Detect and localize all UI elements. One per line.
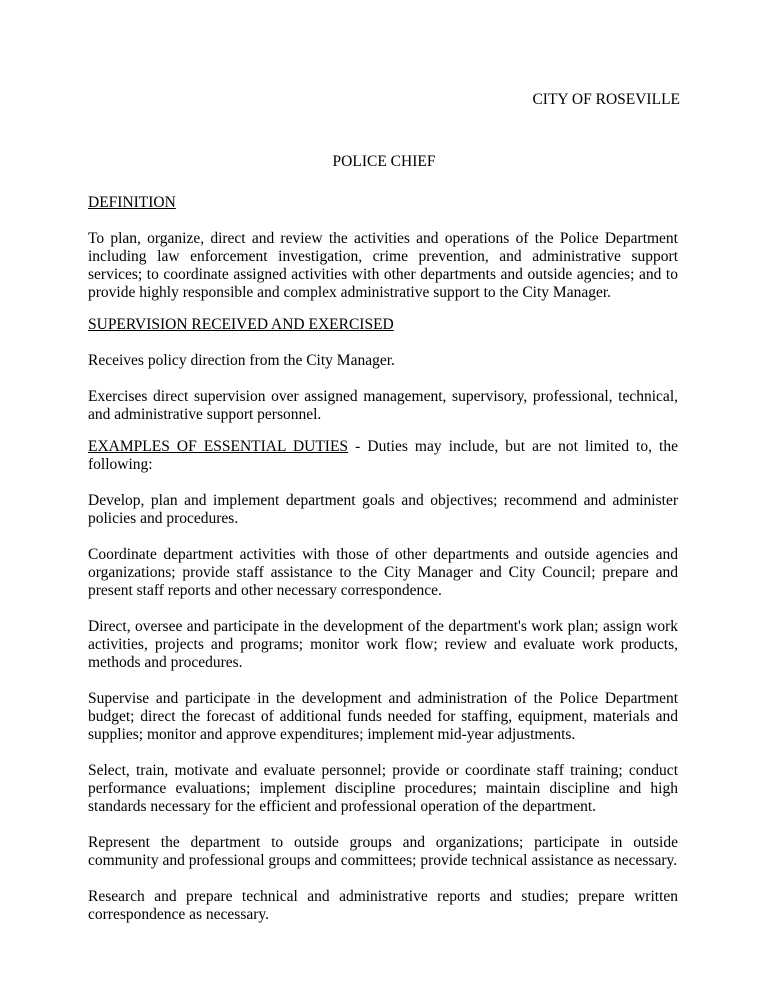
duties-heading: EXAMPLES OF ESSENTIAL DUTIES	[88, 438, 349, 455]
duty-item: Supervise and participate in the development and administration of the Police Department budget; direct the forecast of additional funds needed for staffing, equipment, materials and supplies; monitor and approve expenditures; implement mid-year adjustments.	[88, 690, 678, 743]
duty-item: Select, train, motivate and evaluate personnel; provide or coordinate staff training; conduct performance evaluations; implement discipline procedures; maintain discipline and high standards necessary for the efficient and professional operation of the department.	[88, 762, 678, 815]
duty-item: Coordinate department activities with those of other departments and outside agencies and organizations; provide staff assistance to the City Manager and City Council; prepare and present staff reports and other necessary correspondence.	[88, 546, 678, 599]
supervision-heading: SUPERVISION RECEIVED AND EXERCISED	[88, 316, 394, 333]
duty-item: Represent the department to outside groups and organizations; participate in outside community and professional groups and committees; provide technical assistance as necessary.	[88, 834, 678, 869]
supervision-exercised-text: Exercises direct supervision over assigned management, supervisory, professional, technical, and administrative support personnel.	[88, 388, 678, 423]
duty-item: Direct, oversee and participate in the development of the department's work plan; assign work activities, projects and programs; monitor work flow; review and evaluate work products, methods and procedures.	[88, 618, 678, 671]
document-body	[88, 194, 678, 924]
supervision-received-text: Receives policy direction from the City Manager.	[88, 352, 395, 369]
definition-text: To plan, organize, direct and review the activities and operations of the Police Department including law enforcement investigation, crime prevention, and administrative support services; to coordinate assigned activities with other departments and outside agencies; and to provide highly responsible and complex administrative support to the City Manager.	[88, 230, 678, 301]
duty-item: Research and prepare technical and administrative reports and studies; prepare written correspondence as necessary.	[88, 888, 678, 923]
job-title: POLICE CHIEF	[332, 153, 436, 170]
definition-heading: DEFINITION	[88, 194, 176, 211]
duties-heading-suffix: - Duties may include, but are not limited to, the following:	[88, 438, 678, 473]
organization-name: CITY OF ROSEVILLE	[532, 91, 680, 108]
duties-heading-line	[88, 438, 678, 474]
duty-item: Develop, plan and implement department goals and objectives; recommend and administer policies and procedures.	[88, 492, 678, 527]
